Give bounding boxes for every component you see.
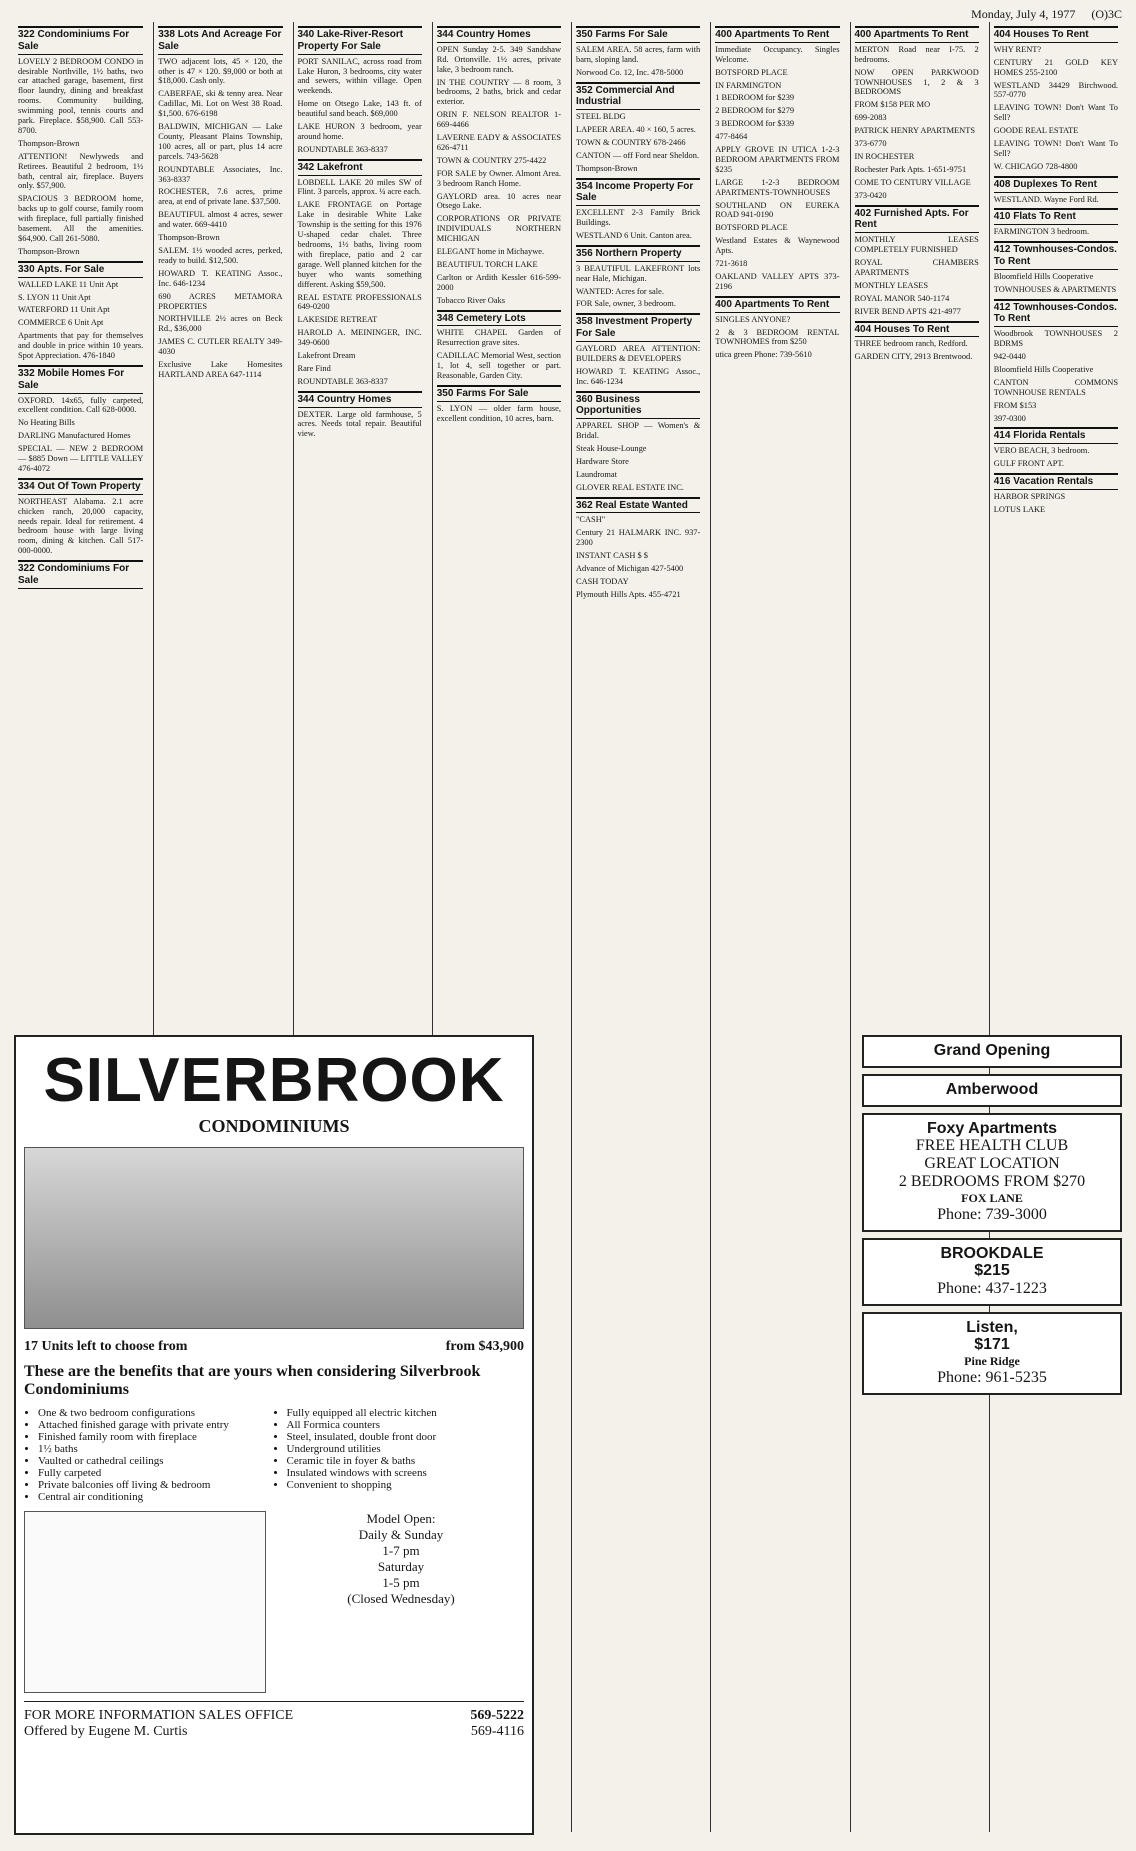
classified-ad: LAVERNE EADY & ASSOCIATES 626-4711 (436, 133, 561, 152)
classified-ad: Home on Otsego Lake, 143 ft. of beautiful sand beach. $69,000 (297, 99, 422, 119)
classified-ad: TOWN & COUNTRY 275-4422 (436, 155, 547, 165)
model-hours-line: Daily & Sunday (358, 1527, 444, 1542)
benefit-list (38, 1407, 524, 1503)
classified-ad: Steak House-Lounge (576, 444, 647, 453)
location-map (24, 1511, 266, 1693)
classified-ad: 3 BEAUTIFUL LAKEFRONT lots near Hale, Michigan. (576, 263, 701, 283)
benefit-item: • Fully carpeted (38, 1467, 276, 1479)
classified-ad: GULF FRONT APT. (993, 459, 1064, 469)
section-number: (O)3C (1091, 6, 1122, 21)
benefit-item: • Vaulted or cathedral ceilings (38, 1455, 276, 1467)
classified-ad: 373-6770 (854, 139, 887, 149)
model-hours-line: 1-7 pm (382, 1543, 420, 1558)
classified-ad: LAKE FRONTAGE on Portage Lake in desirable White Lake Township is the setting for this 1976 U-shaped cedar chalet. Three bedrooms, 1½ baths, living room with fireplace, patio and 2 car garage. Well planned kitchen for the buyer who wants something different. Asking $59,500. (297, 200, 422, 289)
benefit-item: • 1½ baths (38, 1443, 276, 1455)
classified-ad: 1 BEDROOM for $239 (715, 93, 795, 103)
classified-ad: APPAREL SHOP — Women's & Bridal. (576, 421, 701, 441)
classified-ad: LAKE HURON 3 bedroom, year around home. (297, 122, 422, 141)
classified-ad: FOR SALE by Owner. Almont Area. 3 bedroom Ranch Home. (436, 168, 561, 188)
classified-ad: REAL ESTATE PROFESSIONALS 649-0200 (297, 292, 422, 312)
column-5 (571, 22, 704, 1832)
classified-ad: TWO adjacent lots, 45 × 120, the other is 47 × 120. $9,000 or both at $18,000. Cash only. (158, 56, 283, 86)
foxy-ad (862, 1113, 1122, 1233)
classified-ad: OXFORD. 14x65, fully carpeted, excellent condition. Call 628-0000. (18, 395, 144, 415)
classified-ad: BEAUTIFUL TORCH LAKE (436, 260, 538, 270)
silverbrook-ad (14, 1035, 534, 1835)
classified-ad: DARLING Manufactured Homes (18, 431, 131, 441)
section-heading: 400 Apartments To Rent (855, 26, 979, 43)
sales-phone-2: 569-4116 (470, 1724, 524, 1739)
classified-ad: NOW OPEN PARKWOOD TOWNHOUSES 1, 2 & 3 BEDROOMS (854, 67, 979, 97)
classified-ad: LEAVING TOWN! Don't Want To Sell? (993, 103, 1118, 123)
model-open: Model Open: (366, 1511, 436, 1526)
classified-ad: LEAVING TOWN! Don't Want To Sell? (993, 139, 1118, 158)
classified-ad: HOWARD T. KEATING Assoc., Inc. 646-1234 (158, 268, 283, 288)
classified-ad: THREE bedroom ranch, Redford. (854, 339, 968, 349)
foxlane-name: FOX LANE (961, 1191, 1023, 1206)
column-6 (710, 22, 843, 1832)
section-heading: 352 Commercial And Industrial (576, 82, 700, 111)
section-heading: 414 Florida Rentals (994, 427, 1118, 444)
section-heading: 344 Country Homes (298, 391, 422, 408)
benefit-item: • Convenient to shopping (287, 1479, 525, 1491)
classified-ad: ROYAL MANOR 540-1174 (854, 293, 950, 303)
brookdale-price: $215 (974, 1262, 1010, 1280)
classified-ad: WESTLAND. Wayne Ford Rd. (993, 194, 1099, 204)
classified-ad: CADILLAC Memorial West, section 1, lot 4, sell together or part. Reasonable, Garden City. (436, 351, 561, 381)
classified-ad: LOTUS LAKE (993, 504, 1046, 514)
classified-ad: VERO BEACH, 3 bedroom. (993, 446, 1090, 456)
classified-ad: WHITE CHAPEL Garden of Resurrection grave sites. (436, 328, 561, 348)
section-heading: 358 Investment Property For Sale (576, 313, 700, 342)
classified-ad: 397-0300 (993, 413, 1026, 423)
classified-ad: Rochester Park Apts. 1-651-9751 (854, 164, 967, 174)
section-heading: 348 Cemetery Lots (437, 310, 561, 327)
classified-ad: CABERFAE, ski & tenny area. Near Cadillac, Mi. Lot on West 38 Road. $1,500. 676-6198 (158, 89, 283, 119)
classified-ad: LOVELY 2 BEDROOM CONDO in desirable Northville, 1½ baths, two car attached garage, basement, first floor laundry, dining and breakfast rooms. Community building, swimming pool, tennis courts and park. Fireplace. $58,900. Call 553-8700. (18, 56, 144, 135)
classified-ad: GAYLORD area. 10 acres near Otsego Lake. (436, 191, 561, 211)
model-hours-line: Saturday (377, 1559, 425, 1574)
classified-ad: Carlton or Ardith Kessler 616-599-2000 (436, 272, 561, 292)
right-promos (862, 1035, 1122, 1835)
classified-ad: 477-8464 (715, 132, 748, 142)
classified-ad: WESTLAND 6 Unit. Canton area. (576, 231, 692, 241)
classified-ad: NORTHEAST Alabama. 2.1 acre chicken ranch, 20,000 capacity, needs repair. Ideal for retirement. 4 bedroom house with large living room, dining & kitchen. Call 517-000-0000. (18, 496, 144, 556)
classified-ad: "CASH" (576, 515, 606, 525)
foxlane-phone: Phone: 739-3000 (937, 1206, 1047, 1224)
benefit-item: • Ceramic tile in foyer & baths (287, 1455, 525, 1467)
classified-ad: DEXTER. Large old farmhouse, 5 acres. Needs total repair. Beautiful view. (297, 409, 422, 439)
classified-ad: CANTON COMMONS TOWNHOUSE RENTALS (993, 377, 1118, 397)
classified-ad: LAPEER AREA. 40 × 160, 5 acres. (576, 125, 696, 135)
section-heading: 338 Lots And Acreage For Sale (158, 26, 282, 55)
section-heading: 400 Apartments To Rent (715, 26, 839, 43)
benefit-item: • Attached finished garage with private entry (38, 1419, 276, 1431)
classified-ad: GAYLORD AREA ATTENTION: BUILDERS & DEVELOPERS (576, 343, 701, 363)
classified-ad: RIVER BEND APTS 421-4977 (854, 306, 961, 316)
section-heading: 400 Apartments To Rent (715, 296, 839, 313)
classified-ad: Tobacco River Oaks (436, 295, 506, 305)
classified-ad: FROM $153 (993, 400, 1037, 410)
classified-ad: Century 21 HALMARK INC. 937-2300 (576, 528, 701, 548)
classified-ad: STEEL BLDG (576, 112, 626, 122)
classified-ad: WANTED: Acres for sale. (576, 286, 664, 296)
classified-ad: SALEM. 1½ wooded acres, perked, ready to build. $12,500. (158, 246, 283, 265)
classified-ad: IN THE COUNTRY — 8 room, 3 bedrooms, 2 baths, brick and cedar exterior. (436, 77, 561, 107)
brookdale-ad (862, 1238, 1122, 1306)
classified-ad: Thompson-Brown (576, 163, 638, 173)
section-heading: 322 Condominiums For Sale (18, 26, 143, 55)
classified-ad: Rare Find (297, 363, 331, 373)
classified-ad: ROUNDTABLE Associates, Inc. 363-8337 (158, 164, 283, 184)
classified-ad: 690 ACRES METAMORA PROPERTIES (158, 291, 283, 311)
classified-ad: PORT SANILAC, across road from Lake Huron, 3 bedrooms, city water and sewers, within village. Open weekends. (297, 56, 422, 96)
classified-ad: 2 BEDROOM for $279 (715, 106, 795, 116)
classified-ad: WHY RENT? (993, 44, 1042, 54)
classified-ad: SALEM AREA. 58 acres, farm with barn, sloping land. (576, 44, 701, 64)
amberwood-title: Amberwood (945, 1080, 1039, 1098)
classified-ad: SPECIAL — NEW 2 BEDROOM — $885 Down — LITTLE VALLEY 476-4072 (18, 444, 144, 473)
classified-ad: S. LYON 11 Unit Apt (18, 292, 91, 302)
classified-ad: ATTENTION! Newlyweds and Retirees. Beautiful 2 bedroom, 1½ bath, central air, fireplace. Buyers only. $57,900. (18, 151, 144, 191)
silverbrook-subtitle: CONDOMINIUMS (198, 1116, 350, 1136)
classified-ad: Thompson-Brown (18, 138, 80, 148)
price-from: from $43,900 (445, 1339, 524, 1354)
classified-ad: No Heating Bills (18, 418, 75, 428)
silverbrook-house-photo (24, 1147, 524, 1329)
classified-ad: COME TO CENTURY VILLAGE (854, 177, 971, 187)
classified-ad: ROUNDTABLE 363-8337 (297, 144, 388, 154)
classified-ad: SPACIOUS 3 BEDROOM home, backs up to golf course, family room with fireplace, full partially finished basement. All the amenities. $64,900. Call 261-5080. (18, 194, 144, 243)
classified-ad: 2 & 3 BEDROOM RENTAL TOWNHOMES from $250 (715, 327, 840, 347)
classified-ad: IN FARMINGTON (715, 80, 782, 90)
classified-ad: Immediate Occupancy. Singles Welcome. (715, 44, 840, 64)
foxy-point: GREAT LOCATION (924, 1155, 1060, 1173)
benefits-intro: These are the benefits that are yours when considering Silverbrook Condominiums (24, 1363, 481, 1398)
benefit-item: • All Formica counters (287, 1419, 525, 1431)
section-heading: 408 Duplexes To Rent (994, 176, 1118, 193)
classified-ad: SOUTHLAND ON EUREKA ROAD 941-0190 (715, 200, 840, 220)
classified-ad: GLOVER REAL ESTATE INC. (576, 482, 684, 492)
classified-ad: Thompson-Brown (158, 233, 220, 243)
classified-ad: Plymouth Hills Apts. 455-4721 (576, 589, 681, 599)
foxy-point: FREE HEALTH CLUB (915, 1137, 1069, 1155)
classified-ad: CORPORATIONS OR PRIVATE INDIVIDUALS NORTHERN MICHIGAN (436, 214, 561, 244)
section-heading: 330 Apts. For Sale (18, 261, 143, 278)
pine-phone: Phone: 961-5235 (937, 1368, 1047, 1386)
section-heading: 362 Real Estate Wanted (576, 497, 700, 514)
grand-opening-ad (862, 1035, 1122, 1068)
classified-ad: Woodbrook TOWNHOUSES 2 BDRMS (993, 329, 1118, 349)
classified-ad: EXCELLENT 2-3 Family Brick Buildings. (576, 208, 701, 228)
classified-ad: BOTSFORD PLACE (715, 223, 788, 233)
classified-ad: NORTHVILLE 2½ acres on Beck Rd., $36,000 (158, 314, 283, 334)
classified-ad: 373-0420 (854, 190, 887, 200)
section-heading: 402 Furnished Apts. For Rent (855, 205, 979, 234)
classified-ad: IN ROCHESTER (854, 151, 915, 161)
benefit-item: • Steel, insulated, double front door (287, 1431, 525, 1443)
classified-ad: LAKESIDE RETREAT (297, 315, 378, 325)
classified-ad: BOTSFORD PLACE (715, 67, 788, 77)
section-heading: 412 Townhouses-Condos. To Rent (994, 241, 1118, 270)
classified-ad: Westland Estates & Waynewood Apts. (715, 236, 840, 256)
classified-ad: utica green Phone: 739-5610 (715, 350, 812, 360)
masthead (14, 6, 1122, 22)
section-heading: 410 Flats To Rent (994, 208, 1118, 225)
pine-price: $171 (974, 1335, 1010, 1353)
classified-ad: BEAUTIFUL almost 4 acres, sewer and water. 669-4410 (158, 210, 283, 230)
date-line: Monday, July 4, 1977 (971, 6, 1076, 21)
classified-ad: FARMINGTON 3 bedroom. (993, 227, 1090, 237)
benefit-item: • Fully equipped all electric kitchen (287, 1407, 525, 1419)
section-heading: 416 Vacation Rentals (994, 473, 1118, 490)
classified-ad: TOWNHOUSES & APARTMENTS (993, 284, 1117, 294)
classified-ad: TOWN & COUNTRY 678-2466 (576, 137, 686, 147)
classified-ad: APPLY GROVE IN UTICA 1-2-3 BEDROOM APARTMENTS FROM $235 (715, 145, 840, 174)
sales-phone: 569-5222 (470, 1708, 524, 1723)
classified-ad: FOR Sale, owner, 3 bedroom. (576, 299, 676, 309)
pine-name: Pine Ridge (964, 1353, 1020, 1368)
section-heading: 404 Houses To Rent (855, 321, 979, 338)
classified-ad: CENTURY 21 GOLD KEY HOMES 255-2100 (993, 57, 1118, 77)
benefit-item: • Insulated windows with screens (287, 1467, 525, 1479)
silverbrook-logo: SILVERBROOK (43, 1046, 505, 1115)
classified-ad: SINGLES ANYONE? (715, 314, 791, 324)
section-heading: 360 Business Opportunities (576, 391, 700, 420)
benefit-item: • One & two bedroom configurations (38, 1407, 276, 1419)
foxy-title: Foxy Apartments (926, 1119, 1058, 1137)
classified-ad: INSTANT CASH $ $ (576, 551, 648, 561)
foxy-point: 2 BEDROOMS FROM $270 (898, 1173, 1086, 1191)
classified-ad: 699-2083 (854, 113, 887, 123)
classified-ad: Apartments that pay for themselves and double in price within 10 years. Spot Appreciation. 476-1840 (18, 331, 144, 361)
classified-ad: HARBOR SPRINGS (993, 491, 1066, 501)
sales-info: FOR MORE INFORMATION SALES OFFICE (24, 1708, 294, 1723)
classified-ad: HOWARD T. KEATING Assoc., Inc. 646-1234 (576, 366, 701, 386)
classified-ad: CASH TODAY (576, 576, 629, 586)
classified-ad: GARDEN CITY, 2913 Brentwood. (854, 352, 973, 362)
offered-by: Offered by Eugene M. Curtis (24, 1724, 188, 1739)
section-heading: 404 Houses To Rent (994, 26, 1118, 43)
section-heading: 350 Farms For Sale (576, 26, 700, 43)
classified-ad: WESTLAND 34429 Birchwood. 557-0770 (993, 80, 1118, 100)
classified-ad: COMMERCE 6 Unit Apt (18, 318, 104, 328)
classified-ad: W. CHICAGO 728-4800 (993, 161, 1078, 171)
units-left: 17 Units left to choose from (24, 1339, 188, 1354)
section-heading: 340 Lake-River-Resort Property For Sale (298, 26, 422, 55)
classified-ad: WALLED LAKE 11 Unit Apt (18, 279, 119, 289)
classified-ad: Thompson-Brown (18, 246, 80, 256)
section-heading: 342 Lakefront (298, 159, 422, 176)
classified-ad: 3 BEDROOM for $339 (715, 119, 795, 129)
benefit-item: • Central air conditioning (38, 1491, 276, 1503)
classified-ad: 721-3618 (715, 259, 748, 269)
benefit-item: • Private balconies off living & bedroom (38, 1479, 276, 1491)
classified-ad: LARGE 1-2-3 BEDROOM APARTMENTS-TOWNHOUSES (715, 177, 840, 197)
classified-ad: BALDWIN, MICHIGAN — Lake County, Pleasant Plains Township, 100 acres, all or part, plus 14 acre parcels. 743-5628 (158, 122, 283, 161)
classified-ad: 942-0440 (993, 351, 1026, 361)
classified-ad: ORIN F. NELSON REALTOR 1-669-4466 (436, 110, 561, 130)
model-hours-line: (Closed Wednesday) (347, 1591, 455, 1606)
amberwood-ad (862, 1074, 1122, 1107)
classified-ad: PATRICK HENRY APARTMENTS (854, 126, 975, 136)
section-heading: 356 Northern Property (576, 245, 700, 262)
listen-title: Listen, (966, 1318, 1018, 1336)
classified-ad: ROCHESTER, 7.6 acres, prime area, at end of private lane. $37,500. (158, 187, 283, 207)
classified-ad: Advance of Michigan 427-5400 (576, 564, 684, 574)
classified-ad: OAKLAND VALLEY APTS 373-2196 (715, 272, 840, 291)
classified-ad: MONTHLY LEASES (854, 280, 929, 290)
classified-ad: OPEN Sunday 2-5. 349 Sandshaw Rd. Ortonville. 1½ acres, private lake, 3 bedroom ranch. (436, 44, 561, 74)
classified-ad: Hardware Store (576, 456, 629, 466)
classified-ad: CANTON — off Ford near Sheldon. (576, 150, 699, 160)
classified-ad: FROM $158 PER MO (854, 100, 931, 110)
classified-ad: GOODE REAL ESTATE (993, 126, 1079, 136)
model-hours-line: 1-5 pm (382, 1575, 420, 1590)
classified-ad: Exclusive Lake Homesites HARTLAND AREA 647-1114 (158, 360, 283, 379)
classified-ad: ROUNDTABLE 363-8337 (297, 376, 388, 386)
classified-ad: Lakefront Dream (297, 351, 356, 361)
section-heading: 344 Country Homes (437, 26, 561, 43)
classified-ad: WATERFORD 11 Unit Apt (18, 305, 110, 315)
grand-opening-title: Grand Opening (933, 1042, 1051, 1059)
classified-ad: MERTON Road near I-75. 2 bedrooms. (854, 44, 979, 64)
classified-ad: MONTHLY LEASES COMPLETELY FURNISHED (854, 235, 979, 255)
section-heading: 412 Townhouses-Condos. To Rent (994, 299, 1118, 328)
classified-ad: LOBDELL LAKE 20 miles SW of Flint. 3 parcels, approx. ¼ acre each. (297, 177, 422, 197)
pine-ridge-ad (862, 1312, 1122, 1395)
brookdale-phone: Phone: 437-1223 (937, 1279, 1047, 1297)
benefit-item: • Finished family room with fireplace (38, 1431, 276, 1443)
classified-ad: JAMES C. CUTLER REALTY 349-4030 (158, 337, 283, 357)
classified-ad: Norwood Co. 12, Inc. 478-5000 (576, 67, 684, 77)
section-heading: 332 Mobile Homes For Sale (18, 365, 143, 394)
benefit-item: • Underground utilities (287, 1443, 525, 1455)
section-heading: 322 Condominiums For Sale (18, 560, 143, 589)
section-heading: 350 Farms For Sale (437, 385, 561, 402)
brookdale-title: BROOKDALE (940, 1245, 1044, 1263)
section-heading: 354 Income Property For Sale (576, 178, 700, 207)
classified-ad: HAROLD A. MEININGER, INC. 349-0600 (297, 328, 422, 348)
section-heading: 334 Out Of Town Property (18, 478, 143, 495)
classified-ad: ROYAL CHAMBERS APARTMENTS (854, 257, 979, 277)
classified-ad: ELEGANT home in Michaywe. (436, 247, 545, 257)
classified-ad: Bloomfield Hills Cooperative (993, 364, 1094, 374)
classified-ad: S. LYON — older farm house, excellent condition, 10 acres, barn. (436, 403, 561, 423)
classified-ad: Bloomfield Hills Cooperative (993, 271, 1094, 281)
classified-ad: Laundromat (576, 469, 617, 479)
